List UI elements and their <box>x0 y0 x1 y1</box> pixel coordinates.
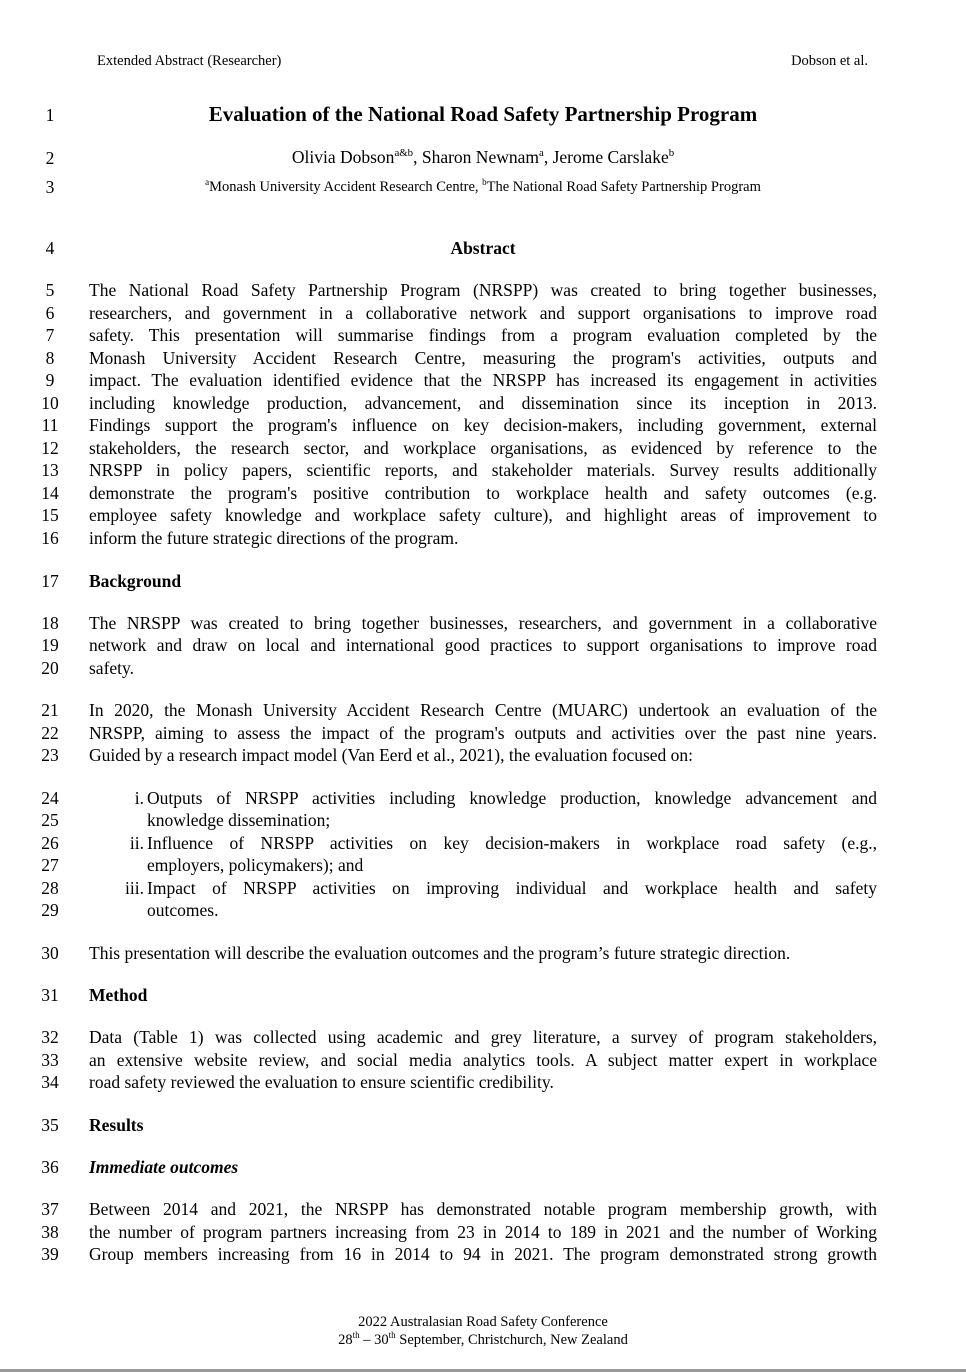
paper-title: Evaluation of the National Road Safety Partnership Program <box>208 102 758 126</box>
footer-conference: 2022 Australasian Road Safety Conference <box>358 1314 608 1330</box>
line-number: 10 <box>41 393 59 413</box>
line-number: 5 <box>45 280 55 300</box>
line-number: 6 <box>45 303 55 323</box>
line-number: 33 <box>41 1050 59 1070</box>
affiliation-name: Monash University Accident Research Centre <box>209 179 475 195</box>
abstract-line: safety. This presentation will summarise findings from a program evaluation completed by the <box>89 325 877 345</box>
line-number: 25 <box>41 810 59 830</box>
abstract-line: Findings support the program's influence on key decision-makers, including government, external <box>89 415 877 435</box>
abstract-line: stakeholders, the research sector, and workplace organisations, as evidenced by reference to the <box>89 438 877 458</box>
line-number: 32 <box>41 1027 59 1047</box>
list-item-line: Influence of NRSPP activities on key decision-makers in workplace road safety (e.g., <box>147 833 877 853</box>
footer-date-end-suffix: th <box>388 1330 396 1341</box>
line-number: 29 <box>41 900 59 920</box>
abstract-line: employee safety knowledge and workplace safety culture), and highlight areas of improvement to <box>89 505 877 525</box>
affiliation-list: $^a$Monash University Accident Research Centre, $^b$The National Road Safety Partnership Program <box>205 177 761 195</box>
abstract-line: Monash University Accident Research Centre, measuring the program's activities, outputs and <box>89 348 877 368</box>
line-number: 28 <box>41 878 59 898</box>
line-number: 22 <box>41 723 59 743</box>
body-line: road safety reviewed the evaluation to ensure scientific credibility. <box>89 1072 554 1092</box>
line-number: 20 <box>41 658 59 678</box>
abstract-line: The National Road Safety Partnership Program (NRSPP) was created to bring together businesses, <box>89 280 877 300</box>
line-number: 27 <box>41 855 59 875</box>
body-line: safety. <box>89 658 135 678</box>
author-affiliation-mark: a&b <box>394 147 414 160</box>
line-number: 31 <box>41 985 59 1005</box>
line-number: 15 <box>41 505 59 525</box>
line-number: 8 <box>45 348 55 368</box>
affiliation-mark: b <box>482 177 487 188</box>
abstract-heading: Abstract <box>450 238 516 258</box>
line-number: 37 <box>41 1199 59 1219</box>
line-number: 39 <box>41 1244 59 1264</box>
body-line: Guided by a research impact model (Van Eerd et al., 2021), the evaluation focused on: <box>89 745 694 765</box>
line-number: 3 <box>45 177 55 197</box>
section-heading-results: Results <box>89 1115 144 1135</box>
line-number: 12 <box>41 438 59 458</box>
abstract-line: researchers, and government in a collaborative network and support organisations to improve road <box>89 303 877 323</box>
section-heading-method: Method <box>89 985 148 1005</box>
line-number: 1 <box>45 105 55 125</box>
body-line: an extensive website review, and social media analytics tools. A subject matter expert in workplace <box>89 1050 877 1070</box>
author-name: Jerome Carslake <box>552 147 669 167</box>
abstract-line: including knowledge production, advancement, and dissemination since its inception in 2013. <box>89 393 877 413</box>
affiliation-name: The National Road Safety Partnership Program <box>486 179 761 195</box>
body-line: NRSPP, aiming to assess the impact of the program's outputs and activities over the past nine years. <box>89 723 877 743</box>
subsection-heading-immediate-outcomes: Immediate outcomes <box>89 1157 239 1177</box>
body-line: network and draw on local and international good practices to support organisations to improve road <box>89 635 877 655</box>
body-line: the number of program partners increasing from 23 in 2014 to 189 in 2021 and the number of Working <box>89 1222 877 1242</box>
list-item-line: outcomes. <box>147 900 219 920</box>
list-marker: i. <box>134 788 144 808</box>
line-number: 23 <box>41 745 59 765</box>
line-number: 17 <box>41 571 59 591</box>
footer-date-start-suffix: th <box>352 1330 360 1341</box>
body-line: The NRSPP was created to bring together businesses, researchers, and government in a collaborative <box>89 613 877 633</box>
line-number: 26 <box>41 833 59 853</box>
abstract-line: NRSPP in policy papers, scientific reports, and stakeholder materials. Survey results additionally <box>89 460 877 480</box>
line-number: 21 <box>41 700 59 720</box>
body-line: Data (Table 1) was collected using academic and grey literature, a survey of program stakeholders, <box>89 1027 877 1047</box>
line-number: 24 <box>41 788 59 808</box>
abstract-line: demonstrate the program's positive contribution to workplace health and safety outcomes (e.g. <box>89 483 877 503</box>
affiliation-mark: a <box>205 177 210 188</box>
line-number: 4 <box>45 238 55 258</box>
footer-date-start: 28 <box>338 1332 353 1348</box>
footer-location: September, Christchurch, New Zealand <box>395 1332 628 1348</box>
author-name: Sharon Newnam <box>421 147 539 167</box>
line-number: 13 <box>41 460 59 480</box>
body-line: In 2020, the Monash University Accident Research Centre (MUARC) undertook an evaluation of the <box>89 700 877 720</box>
line-number: 35 <box>41 1115 59 1135</box>
line-number: 2 <box>45 148 55 168</box>
body-line: Between 2014 and 2021, the NRSPP has demonstrated notable program membership growth, with <box>89 1199 877 1219</box>
line-number: 11 <box>41 415 59 435</box>
author-list: Olivia Dobson$^{a\&b}$, Sharon Newnam$^a$, Jerome Carslake$^b$ <box>291 147 675 167</box>
abstract-line: impact. The evaluation identified evidence that the NRSPP has increased its engagement in activities <box>89 370 877 390</box>
section-heading-background: Background <box>89 571 182 591</box>
line-number: 34 <box>41 1072 59 1092</box>
line-number: 14 <box>41 483 59 503</box>
line-number: 30 <box>41 943 59 963</box>
list-item-line: knowledge dissemination; <box>147 810 331 830</box>
list-item-line: Outputs of NRSPP activities including knowledge production, knowledge advancement and <box>147 788 877 808</box>
author-affiliation-mark: b <box>668 147 675 160</box>
author-name: Olivia Dobson <box>291 147 395 167</box>
body-line: Group members increasing from 16 in 2014 to 94 in 2021. The program demonstrated strong growth <box>89 1244 877 1264</box>
line-number: 36 <box>41 1157 59 1177</box>
list-marker: ii. <box>129 833 144 853</box>
body-line: This presentation will describe the evaluation outcomes and the program’s future strategic direction. <box>89 943 791 963</box>
list-item-line: employers, policymakers); and <box>147 855 364 875</box>
footer-date-location <box>0 1331 966 1349</box>
running-head-left: Extended Abstract (Researcher) <box>97 53 282 69</box>
line-number: 9 <box>45 370 55 390</box>
running-head-right: Dobson et al. <box>791 53 868 69</box>
footer-date-end: 30 <box>374 1332 389 1348</box>
line-number: 7 <box>45 325 55 345</box>
list-marker: iii. <box>125 878 144 898</box>
author-affiliation-mark: a <box>539 147 544 160</box>
line-number: 38 <box>41 1222 59 1242</box>
line-number: 19 <box>41 635 59 655</box>
abstract-line: inform the future strategic directions of the program. <box>89 528 459 548</box>
footer-date-separator: – <box>359 1332 375 1348</box>
line-number: 16 <box>41 528 59 548</box>
list-item-line: Impact of NRSPP activities on improving individual and workplace health and safety <box>147 878 877 898</box>
line-number: 18 <box>41 613 59 633</box>
